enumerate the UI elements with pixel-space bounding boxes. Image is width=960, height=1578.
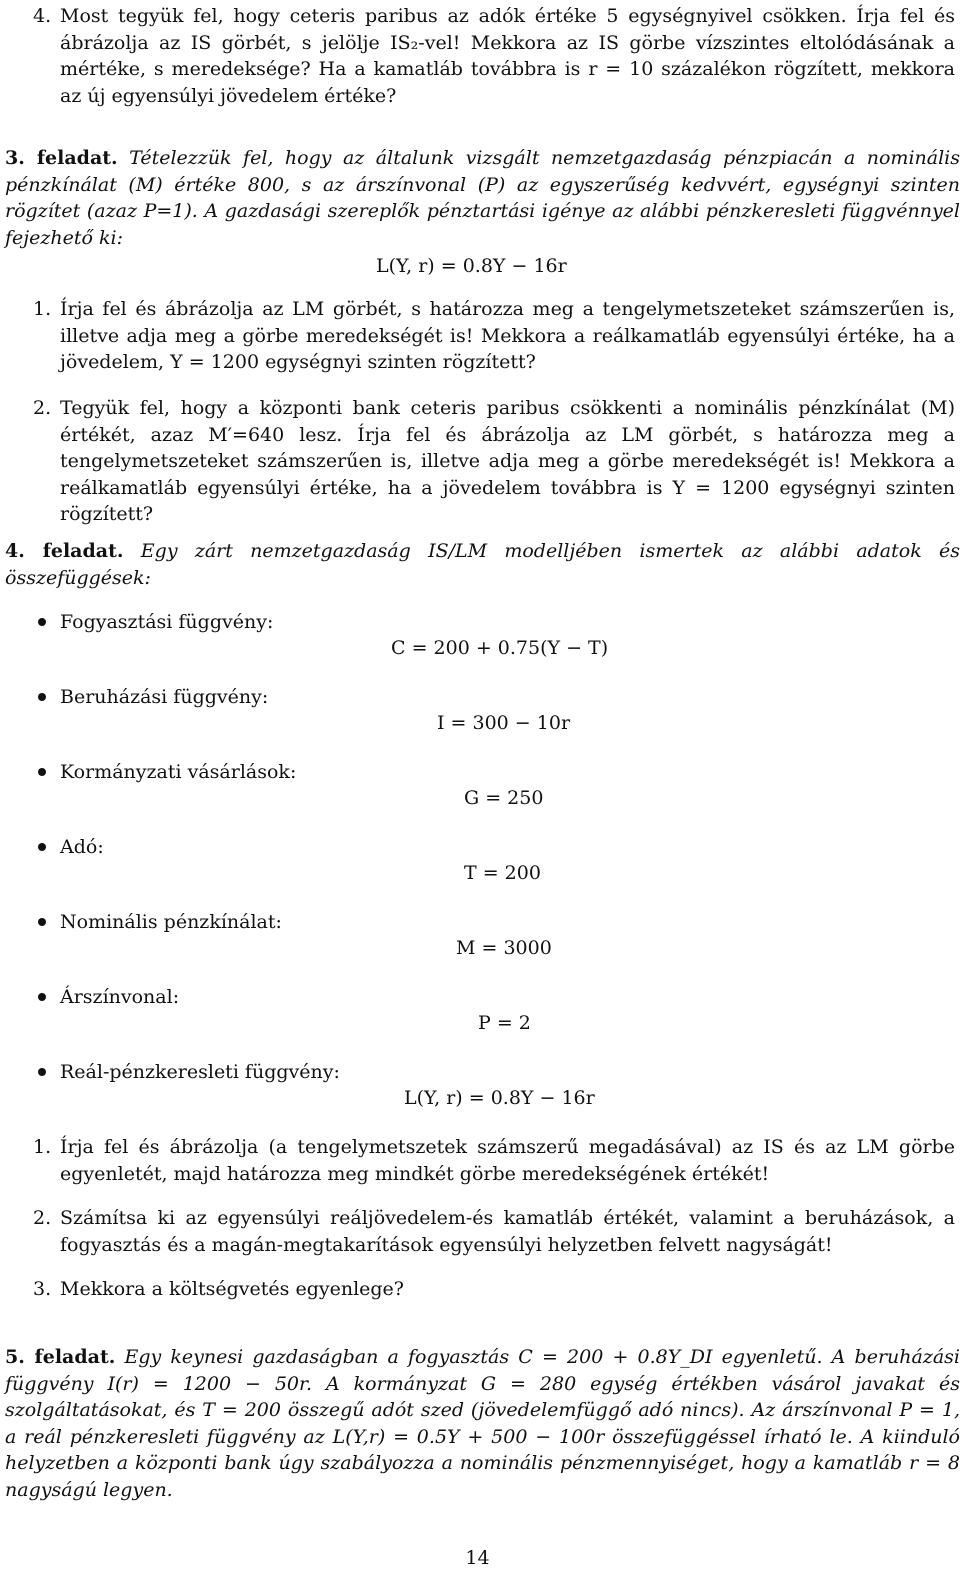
item-number: 1. [33,298,52,320]
task-3-item-2 [0,395,955,528]
prev-task-item-4 [0,3,955,109]
task-3-item-1 [0,296,955,376]
list-item-label: Adó: [60,836,104,858]
item-number: 1. [33,1136,52,1158]
item-text: Mekkora a költségvetés egyenlege? [60,1278,404,1300]
page-number: 14 [465,1547,490,1569]
item-text: Most tegyük fel, hogy ceteris paribus az adók értéke 5 egységnyivel csökken. Írja fel és ábrázolja az IS görbét, s jelölje IS₂-vel! Mekkora az IS görbe vízszintes eltolódásának a mértéke, s meredeksége? Ha a kamatláb továbbra is r = 10 százalékon rögzített, mekkora az új egyensúlyi jövedelem értéke? [60,5,955,107]
list-item-label: Reál-pénzkeresleti függvény: [60,1061,340,1083]
task-4-item-3 [0,1276,955,1303]
bullet [38,843,46,851]
item-number: 3. [33,1278,52,1300]
task-5-label: 5. feladat. [5,1346,116,1368]
item-number: 2. [33,1207,52,1229]
bullet [38,693,46,701]
bullet [38,768,46,776]
bullet [38,618,46,626]
item-text: Írja fel és ábrázolja (a tengelymetszetek számszerű megadásával) az IS és az LM görbe egyenletét, majd határozza meg mindkét görbe meredekségének értékét! [60,1136,955,1185]
list-item-equation: M = 3000 [456,937,552,959]
item-text: Írja fel és ábrázolja az LM görbét, s határozza meg a tengelymetszeteket számszerűen is, illetve adja meg a görbe meredekségét is! Mekkora a reálkamatláb egyensúlyi értéke, ha a jövedelem, Y = 1200 egységnyi szinten rögzített? [60,298,955,373]
money-demand-equation: L(Y, r) = 0.8Y − 16r [376,255,567,277]
list-item-label: Beruházási függvény: [60,686,269,708]
list-item-equation: L(Y, r) = 0.8Y − 16r [404,1087,595,1109]
bullet [38,993,46,1001]
task-3-intro [0,145,960,251]
list-item-label: Kormányzati vásárlások: [60,761,297,783]
item-text: Számítsa ki az egyensúlyi reáljövedelem-és kamatláb értékét, valamint a beruházások, a fogyasztás és a magán-megtakarítások egyensúlyi helyzetben felvett nagyságát! [60,1207,955,1256]
item-number: 2. [33,397,52,419]
task-3-label: 3. feladat. [5,147,118,169]
item-number: 4. [33,5,52,27]
bullet [38,1068,46,1076]
item-text: Tegyük fel, hogy a központi bank ceteris paribus csökkenti a nominális pénzkínálat (M) értékét, azaz M′=640 lesz. Írja fel és ábrázolja az LM görbét, s határozza meg a tengelymetszeteket számszerűen is, illetve adja meg a görbe meredekségét is! Mekkora a reálkamatláb egyensúlyi értéke, ha a jövedelem továbbra is Y = 1200 egységnyi szinten rögzített? [60,397,955,525]
bullet [38,918,46,926]
task-3-intro-text: Tételezzük fel, hogy az általunk vizsgált nemzetgazdaság pénzpiacán a nominális pénzkínálat (M) értéke 800, s az árszínvonal (P) az egyszerűség kedvvért, egységnyi szinten rögzítet (azaz P=1). A gazdasági szereplők pénztartási igénye az alábbi pénzkeresleti függvénnyel fejezhető ki: [5,147,960,249]
list-item-label: Nominális pénzkínálat: [60,911,282,933]
task-4-intro-text: Egy zárt nemzetgazdaság IS/LM modelljében ismertek az alábbi adatok és összefüggések: [5,540,960,589]
task-5 [0,1344,960,1503]
list-item-equation: G = 250 [464,787,544,809]
list-item-label: Árszínvonal: [60,986,180,1008]
list-item-equation: C = 200 + 0.75(Y − T) [391,637,609,659]
task-4-item-1 [0,1134,955,1187]
list-item-equation: P = 2 [478,1012,531,1034]
task-4-item-2 [0,1205,955,1258]
task-4-label: 4. feladat. [5,540,124,562]
list-item-equation: I = 300 − 10r [437,712,571,734]
list-item-equation: T = 200 [464,862,541,884]
task-4-intro [0,538,960,591]
list-item-label: Fogyasztási függvény: [60,611,274,633]
task-5-text: Egy keynesi gazdaságban a fogyasztás C = 200 + 0.8Y_DI egyenletű. A beruházási függvény I(r) = 1200 − 50r. A kormányzat G = 280 egység értékben vásárol javakat és szolgáltatásokat, és T = 200 összegű adót szed (jövedelemfüggő adó nincs). Az árszínvonal P = 1, a reál pénzkeresleti függvény az L(Y,r) = 0.5Y + 500 − 100r összefüggéssel írható le. A kiinduló helyzetben a központi bank úgy szabályozza a nominális pénzmennyiséget, hogy a kamatláb r = 8 nagyságú legyen. [5,1346,960,1501]
